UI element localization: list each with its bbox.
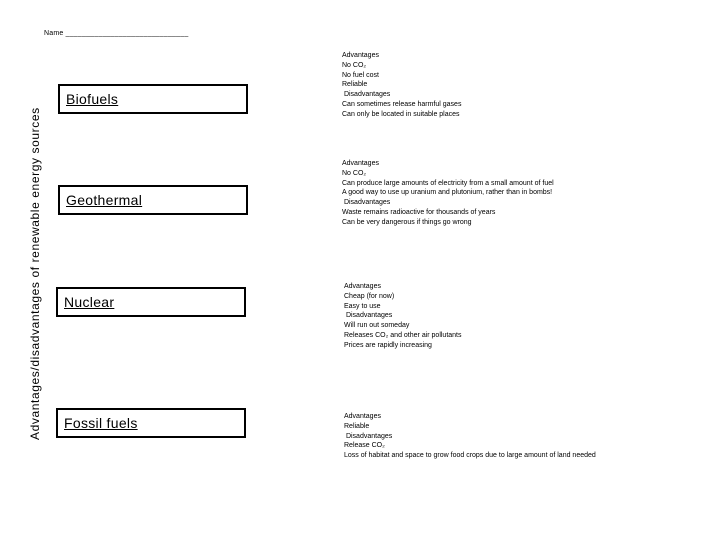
description-line: No CO₂ bbox=[342, 169, 367, 177]
source-box-nuclear bbox=[56, 287, 246, 317]
description-block bbox=[344, 282, 462, 351]
description-line: Disadvantages bbox=[342, 91, 391, 99]
description-line: Cheap (for now) bbox=[344, 292, 395, 300]
description-line: Prices are rapidly increasing bbox=[344, 341, 432, 349]
description-line: Will run out someday bbox=[344, 322, 410, 330]
description-line: Advantages bbox=[344, 413, 381, 420]
source-box-biofuels bbox=[58, 84, 248, 114]
description-line: Advantages bbox=[342, 52, 379, 59]
description-line: Disadvantages bbox=[344, 432, 393, 440]
description-line: Waste remains radioactive for thousands of years bbox=[342, 208, 496, 216]
description-line: Advantages bbox=[344, 283, 381, 290]
description-line: Advantages bbox=[342, 160, 379, 167]
source-label-geothermal: Geothermal bbox=[66, 192, 143, 208]
description-line: Loss of habitat and space to grow food crops due to large amount of land needed bbox=[344, 452, 596, 460]
description-line: Release CO₂ bbox=[344, 442, 385, 450]
description-block bbox=[344, 412, 596, 461]
description-line: Easy to use bbox=[344, 302, 381, 310]
description-line: Disadvantages bbox=[342, 199, 391, 207]
description-line: A good way to use up uranium and plutonium, rather than in bombs! bbox=[342, 189, 553, 197]
description-block bbox=[342, 159, 554, 228]
description-line: No CO₂ bbox=[342, 61, 367, 69]
source-box-fossil-fuels bbox=[56, 408, 246, 438]
source-label-biofuels: Biofuels bbox=[66, 91, 119, 107]
description-line: Reliable bbox=[344, 422, 370, 430]
description-line: Reliable bbox=[342, 81, 368, 89]
description-block bbox=[342, 51, 461, 120]
source-box-geothermal bbox=[58, 185, 248, 215]
description-line: Can only be located in suitable places bbox=[342, 110, 460, 118]
source-label-nuclear: Nuclear bbox=[64, 294, 115, 310]
description-line: Can be very dangerous if things go wrong bbox=[342, 218, 472, 226]
description-line: No fuel cost bbox=[342, 71, 379, 79]
source-label-fossil-fuels: Fossil fuels bbox=[64, 415, 138, 431]
description-line: Can sometimes release harmful gases bbox=[342, 100, 462, 108]
description-line: Can produce large amounts of electricity from a small amount of fuel bbox=[342, 179, 554, 187]
description-line: Disadvantages bbox=[344, 312, 393, 320]
name-line: Name ______________________________ bbox=[44, 30, 189, 37]
side-title: Advantages/disadvantages of renewable energy sources bbox=[28, 107, 42, 440]
description-line: Releases CO₂ and other air pollutants bbox=[344, 331, 462, 339]
